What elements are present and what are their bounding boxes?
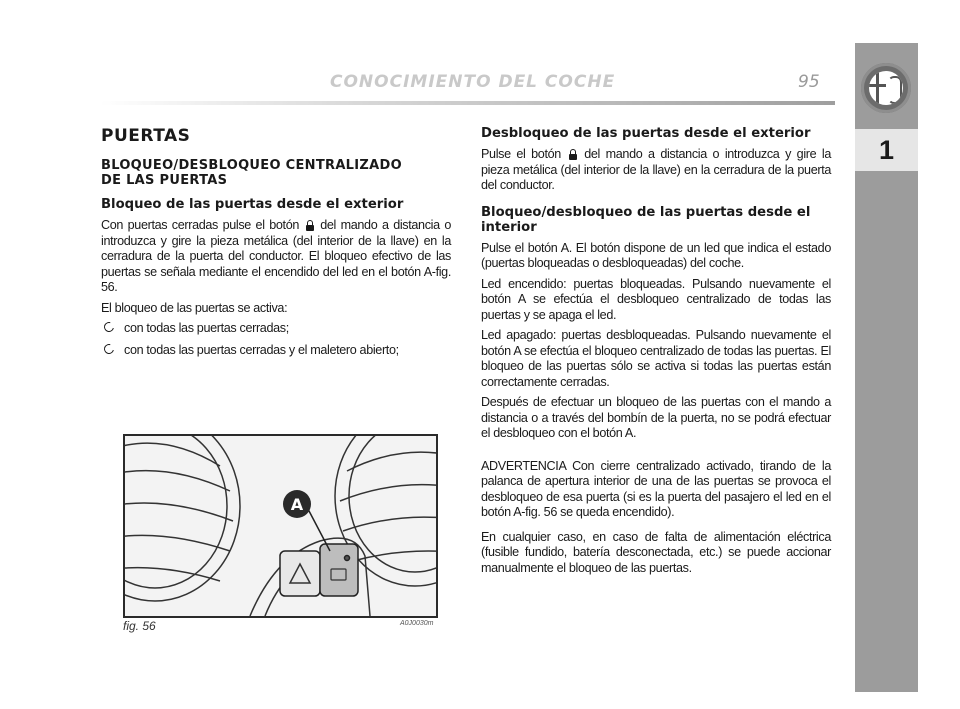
subsection-title (101, 158, 451, 188)
bullet-icon (102, 320, 116, 334)
paragraph-power-failure: En cualquier caso, en caso de falta de alimentación eléctrica (fusible fundido, batería desconectada, etc.) se puede accionar manualmente el bloqueo de las puertas. (481, 529, 831, 575)
subsection-title-line1: BLOQUEO/DESBLOQUEO CENTRALIZADO (101, 158, 402, 173)
paragraph-led-off: Led apagado: puertas desbloqueadas. Pulsando nuevamente el botón A se efectúa el bloqueo centralizado de todas las puertas. El bloqueo de las puertas sólo se activa si todas las puertas están correctamente cerradas. (481, 328, 831, 389)
figure-code: A0J0030m (400, 620, 434, 627)
text-segment: Pulse el botón (481, 147, 561, 161)
paragraph-unlock-exterior (481, 147, 831, 194)
lock-icon (306, 220, 314, 230)
heading-unlock-exterior: Desbloqueo de las puertas desde el exterior (481, 126, 811, 141)
alfa-romeo-logo-icon (861, 63, 911, 113)
list-item (101, 343, 451, 359)
left-column (101, 126, 451, 364)
chapter-tab[interactable]: 1 (855, 129, 918, 171)
paragraph-warning: ADVERTENCIA Con cierre centralizado activado, tirando de la palanca de apertura interior de una de las puertas se provoca el desbloqueo de esa puerta (si es la puerta del pasajero el led en el botón A-fig. 56 se queda encendido). (481, 458, 831, 519)
text-segment: del mando a distancia o introduzca y gire la pieza metálica (del interior de la llave) en la cerradura de la puerta del conductor. El bloqueo efectivo de las puertas se señala mediante el encendido del led en el botón A-fig. 56. (101, 218, 451, 294)
text-segment: del mando a distancia o introduzca y gire la pieza metálica (del interior de la llave) en la cerradura de la puerta del conductor. (481, 147, 832, 192)
figure-door-lock-button (123, 434, 438, 618)
running-header-title: CONOCIMIENTO DEL COCHE (330, 72, 616, 92)
paragraph-lock-exterior (101, 218, 451, 296)
callout-label: A (290, 495, 304, 514)
list-item-text: con todas las puertas cerradas y el maletero abierto; (124, 342, 399, 357)
figure-caption: fig. 56 (123, 619, 156, 633)
list-item-text: con todas las puertas cerradas; (124, 321, 289, 335)
right-column (481, 126, 831, 581)
subsection-title-line2: DE LAS PUERTAS (101, 173, 228, 188)
paragraph-lock-conditions: El bloqueo de las puertas se activa: (101, 300, 288, 315)
lock-icon (569, 149, 577, 159)
cross-icon (869, 71, 886, 105)
paragraph-button-a: Pulse el botón A. El botón dispone de un led que indica el estado (puertas bloqueadas o desbloqueadas) del coche. (481, 240, 831, 270)
heading-lock-interior: Bloqueo/desbloqueo de las puertas desde el interior (481, 204, 811, 235)
section-title: PUERTAS (101, 126, 191, 146)
paragraph-after-remote-lock: Después de efectuar un bloqueo de las puertas con el mando a distancia o a través del bombín de la puerta, no se podrá efectuar el desbloqueo con el botón A. (481, 395, 831, 440)
conditions-list (101, 321, 451, 358)
heading-lock-exterior: Bloqueo de las puertas desde el exterior (101, 197, 404, 212)
header-rule (100, 101, 835, 105)
bullet-icon (102, 342, 116, 356)
page-number: 95 (798, 72, 820, 92)
serpent-icon (888, 76, 902, 104)
text-segment: Con puertas cerradas pulse el botón (101, 218, 300, 232)
logo-emblem (869, 71, 903, 105)
list-item (101, 321, 451, 337)
paragraph-led-on: Led encendido: puertas bloqueadas. Pulsando nuevamente el botón A se efectúa el desbloqueo centralizado de todas las puertas y se apaga el led. (481, 276, 831, 322)
dashboard-illustration (125, 436, 436, 616)
